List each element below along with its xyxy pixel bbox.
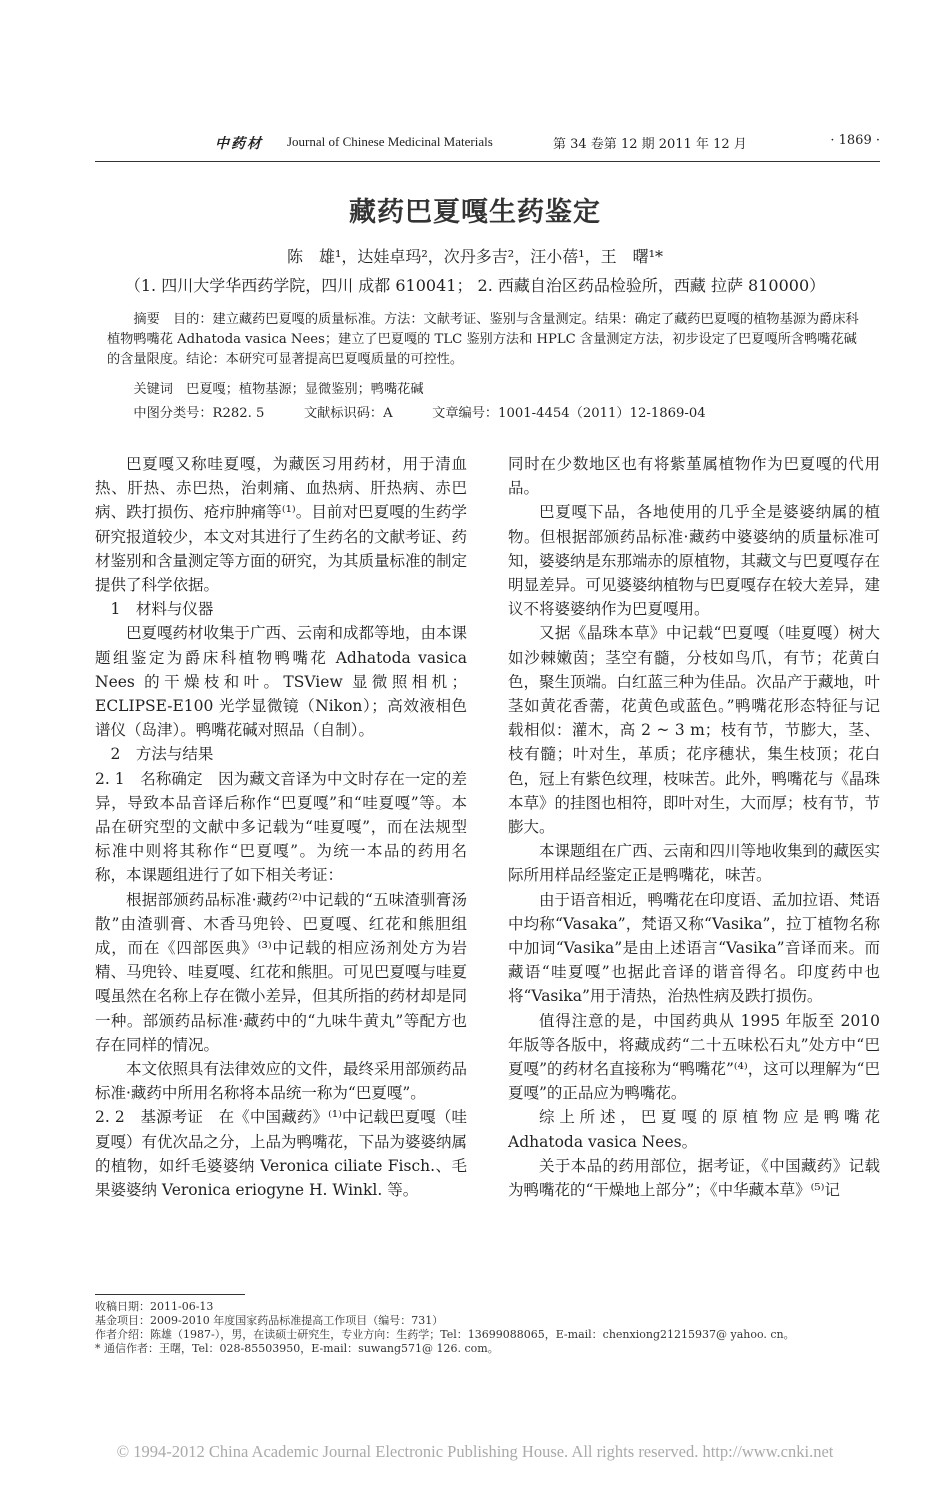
- keywords-block: [107, 380, 867, 400]
- paragraph: 同时在少数地区也有将紫堇属植物作为巴夏嘎的代用品。: [508, 455, 880, 498]
- affiliations: （1. 四川大学华西药学院，四川 成都 610041； 2. 西藏自治区药品检验所，西藏 拉萨 810000）: [124, 276, 826, 295]
- paragraph: 2. 1 名称确定 因为藏文音译为中文时存在一定的差异，导致本品音译后称作“巴夏嘎”和“哇夏嘎”等。本品在研究型的文献中多记载为“哇夏嘎”，而在法规型标准中则将其称作“巴夏嘎”。为统一本品的药用名称，本课题组进行了如下相关考证：: [95, 769, 467, 885]
- paragraph: 巴夏嘎下品，各地使用的几乎全是婆婆纳属的植物。但根据部颁药品标准·藏药中婆婆纳的质量标准可知，婆婆纳是东那端赤的原植物，其藏文与巴夏嘎存在明显差异。可见婆婆纳植物与巴夏嘎存在较大差异，建议不将婆婆纳作为巴夏嘎用。: [508, 503, 881, 619]
- left-column: [95, 452, 467, 1202]
- footnote-rule: [95, 1294, 245, 1295]
- header-rule: [95, 161, 880, 162]
- paragraph: 本课题组在广西、云南和四川等地收集到的藏医实际所用样品经鉴定正是鸭嘴花，味苦。: [508, 842, 881, 885]
- paragraph: 关于本品的药用部位，据考证，《中国藏药》记载为鸭嘴花的“干燥地上部分”；《中华藏本草》⁽⁵⁾记: [508, 1156, 880, 1200]
- keywords: 关键词 巴夏嘎；植物基源；显微鉴别；鸭嘴花碱: [133, 382, 424, 397]
- right-column: [508, 452, 880, 1202]
- paragraph: 综上所述，巴夏嘎的原植物应是鸭嘴花 Adhatoda vasica Nees。: [508, 1108, 880, 1151]
- footnote-correspondence: * 通信作者：王曙，Tel：028-85503950，E-mail：suwang571@ 126. com。: [95, 1342, 499, 1355]
- paragraph: 本文依照具有法律效应的文件，最终采用部颁药品标准·藏药中所用名称将本品统一称为“巴夏嘎”。: [95, 1060, 468, 1103]
- classification: 中图分类号：R282. 5 文献标识码：A 文章编号：1001-4454（2011）12-1869-04: [133, 406, 706, 421]
- paragraph: 根据部颁药品标准·藏药⁽²⁾中记载的“五味渣驯膏汤散”由渣驯膏、木香马兜铃、巴夏嘎、红花和熊胆组成，而在《四部医典》⁽³⁾中记载的相应汤剂处方为岩精、马兜铃、哇夏嘎、红花和熊胆。可见巴夏嘎与哇夏嘎虽然在名称上存在微小差异，但其所指的药材却是同一种。部颁药品标准·藏药中的“九味牛黄丸”等配方也存在同样的情况。: [95, 890, 468, 1054]
- paragraph: 又据《晶珠本草》中记载“巴夏嘎（哇夏嘎）树大如沙棘嫩茵；茎空有髓，分枝如鸟爪，有节；花黄白色，聚生顶端。白红蓝三种为佳品。次品产于藏地，叶茎如黄花香薷，花黄色或蓝色。”鸭嘴花形态特征与记载相似：灌木，高 2 ~ 3 m；枝有节，节膨大，茎、枝有髓；叶对生，革质；花序穗状，集生枝顶；花白色，冠上有紫色纹理，枝味苦。此外，鸭嘴花与《晶珠本草》的挂图也相符，即叶对生，大而厚；枝有节，节膨大。: [508, 624, 881, 837]
- paragraph: 巴夏嘎又称哇夏嘎，为藏医习用药材，用于清血热、肝热、赤巴热，治刺痛、血热病、肝热病、赤巴病、跌打损伤、疮疖肿痛等⁽¹⁾。目前对巴夏嘎的生药学研究报道较少，本文对其进行了生药名的文献考证、药材鉴别和含量测定等方面的研究，为其质量标准的制定提供了科学依据。: [95, 455, 468, 595]
- footnote-funding: 基金项目：2009-2010 年度国家药品标准提高工作项目（编号：731）: [95, 1314, 444, 1327]
- paragraph: 值得注意的是，中国药典从 1995 年版至 2010 年版等各版中，将藏成药“二十五味松石丸”处方中“巴夏嘎”的药材名直接称为“鸭嘴花”⁽⁴⁾，这可以理解为“巴夏嘎”的正品应为鸭嘴花。: [508, 1011, 880, 1103]
- abstract: [107, 310, 867, 370]
- authors: 陈 雄¹，达娃卓玛²，次丹多吉²，汪小蓓¹，王 曙¹*: [286, 247, 664, 266]
- copyright-footer: © 1994-2012 China Academic Journal Electronic Publishing House. All rights reserved. http://www.cnki.net: [116, 1442, 834, 1461]
- footnote-received: 收稿日期：2011-06-13: [95, 1300, 214, 1313]
- journal-name: Journal of Chinese Medicinal Materials: [287, 134, 493, 149]
- journal-logo: 中药材: [215, 136, 263, 152]
- paragraph: 由于语音相近，鸭嘴花在印度语、孟加拉语、梵语中均称“Vasaka”，梵语又称“Vasika”，拉丁植物名称中加词“Vasika”是由上述语言“Vasika”音译而来。而藏语“哇夏嘎”也据此音译的谐音得名。印度药中也将“Vasika”用于清热，治热性病及跌打损伤。: [508, 890, 881, 1006]
- page-number: · 1869 ·: [830, 133, 880, 148]
- section-heading: 1 材料与仪器: [110, 600, 214, 619]
- running-header: [215, 133, 880, 153]
- abstract-text: 摘要 目的：建立藏药巴夏嘎的质量标准。方法：文献考证、鉴别与含量测定。结果：确定了藏药巴夏嘎的植物基源为爵床科植物鸭嘴花 Adhatoda vasica Nees；建立了巴夏嘎的 TLC 鉴别方法和 HPLC 含量测定方法，初步设定了巴夏嘎所含鸭嘴花碱的含量限度。结论：本研究可显著提高巴夏嘎质量的可控性。: [107, 312, 859, 367]
- paragraph: 2. 2 基源考证 在《中国藏药》⁽¹⁾中记载巴夏嘎（哇夏嘎）有优次品之分，上品为鸭嘴花，下品为婆婆纳属的植物，如纤毛婆婆纳 Veronica ciliate Fisch.、毛果婆婆纳 Veronica eriogyne H. Winkl. 等。: [95, 1108, 468, 1200]
- footnote-author: 作者介绍：陈雄（1987-），男，在读硕士研究生，专业方向：生药学；Tel：13699088065，E-mail：chenxiong21215937@ yahoo. cn。: [95, 1328, 795, 1341]
- paragraph: 巴夏嘎药材收集于广西、云南和成都等地，由本课题组鉴定为爵床科植物鸭嘴花 Adhatoda vasica Nees 的干燥枝和叶。TSView 显微照相机；ECLIPSE-E100 光学显微镜（Nikon）；高效液相色谱仪（岛津）。鸭嘴花碱对照品（自制）。: [95, 624, 468, 740]
- section-heading: 2 方法与结果: [110, 745, 214, 764]
- classification-block: [107, 404, 867, 424]
- footnotes: [95, 1300, 895, 1356]
- volume-info: 第 34 卷第 12 期 2011 年 12 月: [553, 137, 747, 152]
- article-title: 藏药巴夏嘎生药鉴定: [349, 197, 601, 228]
